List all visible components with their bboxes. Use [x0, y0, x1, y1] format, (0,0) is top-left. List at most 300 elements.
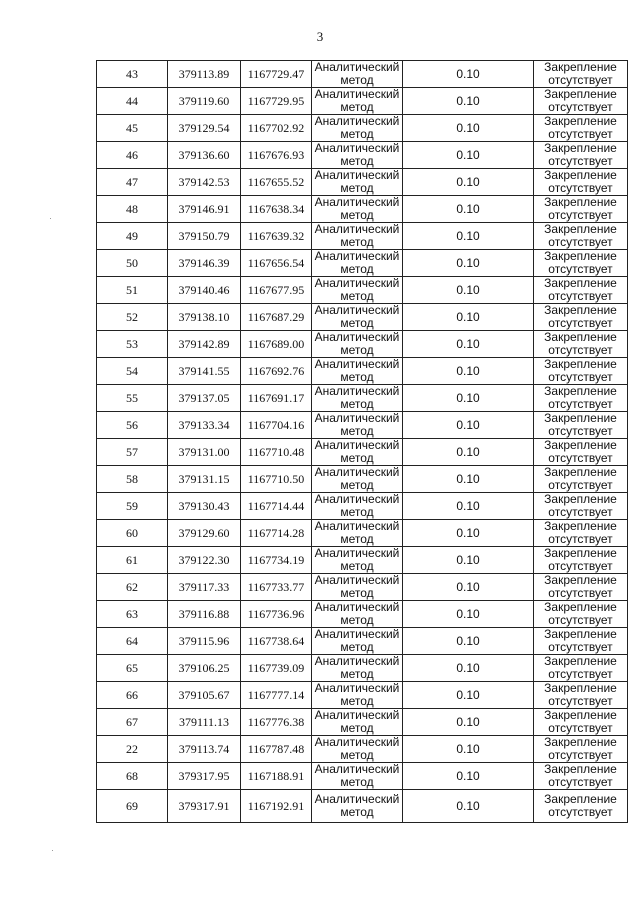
method-line-1: Аналитический [314, 546, 400, 560]
method-line-1: Аналитический [314, 627, 400, 641]
x-coordinate-cell: 379150.79 [168, 223, 241, 250]
x-coordinate-cell: 379136.60 [168, 142, 241, 169]
point-number-cell: 60 [97, 520, 168, 547]
method-line-1: Аналитический [314, 222, 400, 236]
table-row [97, 277, 628, 304]
fixation-line-2: отсутствует [548, 694, 613, 708]
method-line-1: Аналитический [314, 519, 400, 533]
fixation-line-2: отсутствует [548, 451, 613, 465]
x-coordinate-cell: 379138.10 [168, 304, 241, 331]
fixation-line-2: отсутствует [548, 748, 613, 762]
fixation-line-1: Закрепление [544, 492, 617, 506]
fixation-line-2: отсутствует [548, 127, 613, 141]
method-cell [312, 439, 403, 466]
accuracy-cell: 0.10 [403, 655, 534, 682]
y-coordinate-cell: 1167710.48 [241, 439, 312, 466]
accuracy-cell: 0.10 [403, 709, 534, 736]
method-line-1: Аналитический [314, 249, 400, 263]
x-coordinate-cell: 379129.54 [168, 115, 241, 142]
method-line-2: метод [340, 343, 374, 357]
fixation-cell [534, 574, 628, 601]
table-row [97, 61, 628, 88]
table-row [97, 169, 628, 196]
fixation-cell [534, 142, 628, 169]
x-coordinate-cell: 379141.55 [168, 358, 241, 385]
accuracy-cell: 0.10 [403, 736, 534, 763]
x-coordinate-cell: 379111.13 [168, 709, 241, 736]
point-number-cell: 52 [97, 304, 168, 331]
fixation-line-1: Закрепление [544, 735, 617, 749]
method-cell [312, 520, 403, 547]
y-coordinate-cell: 1167738.64 [241, 628, 312, 655]
point-number-cell: 50 [97, 250, 168, 277]
y-coordinate-cell: 1167656.54 [241, 250, 312, 277]
accuracy-cell: 0.10 [403, 628, 534, 655]
method-line-2: метод [340, 775, 374, 789]
table-row [97, 115, 628, 142]
fixation-line-2: отсутствует [548, 505, 613, 519]
y-coordinate-cell: 1167691.17 [241, 385, 312, 412]
method-line-2: метод [340, 73, 374, 87]
fixation-line-1: Закрепление [544, 546, 617, 560]
x-coordinate-cell: 379117.33 [168, 574, 241, 601]
method-cell [312, 493, 403, 520]
method-line-2: метод [340, 805, 374, 819]
method-cell [312, 196, 403, 223]
fixation-line-2: отсутствует [548, 235, 613, 249]
page-number: 3 [316, 29, 324, 44]
method-cell [312, 412, 403, 439]
accuracy-cell: 0.10 [403, 88, 534, 115]
method-line-2: метод [340, 613, 374, 627]
method-line-1: Аналитический [314, 762, 400, 776]
table-row [97, 439, 628, 466]
method-line-1: Аналитический [314, 411, 400, 425]
fixation-line-1: Закрепление [544, 438, 617, 452]
point-number-cell: 65 [97, 655, 168, 682]
method-line-1: Аналитический [314, 303, 400, 317]
accuracy-cell: 0.10 [403, 682, 534, 709]
method-cell [312, 331, 403, 358]
point-number-cell: 48 [97, 196, 168, 223]
point-number-cell: 51 [97, 277, 168, 304]
y-coordinate-cell: 1167655.52 [241, 169, 312, 196]
method-line-2: метод [340, 721, 374, 735]
accuracy-cell: 0.10 [403, 169, 534, 196]
method-line-2: метод [340, 532, 374, 546]
fixation-cell [534, 439, 628, 466]
fixation-line-1: Закрепление [544, 222, 617, 236]
fixation-cell [534, 736, 628, 763]
fixation-line-2: отсутствует [548, 73, 613, 87]
fixation-line-1: Закрепление [544, 141, 617, 155]
method-cell [312, 277, 403, 304]
fixation-line-1: Закрепление [544, 411, 617, 425]
x-coordinate-cell: 379133.34 [168, 412, 241, 439]
y-coordinate-cell: 1167702.92 [241, 115, 312, 142]
x-coordinate-cell: 379129.60 [168, 520, 241, 547]
fixation-line-1: Закрепление [544, 330, 617, 344]
fixation-line-1: Закрепление [544, 600, 617, 614]
method-line-1: Аналитический [314, 276, 400, 290]
x-coordinate-cell: 379113.89 [168, 61, 241, 88]
point-number-cell: 64 [97, 628, 168, 655]
method-line-1: Аналитический [314, 654, 400, 668]
fixation-line-1: Закрепление [544, 357, 617, 371]
fixation-cell [534, 412, 628, 439]
fixation-line-2: отсутствует [548, 559, 613, 573]
point-number-cell: 68 [97, 763, 168, 790]
fixation-cell [534, 682, 628, 709]
fixation-line-1: Закрепление [544, 792, 617, 806]
x-coordinate-cell: 379131.15 [168, 466, 241, 493]
table-row [97, 385, 628, 412]
method-line-2: метод [340, 316, 374, 330]
accuracy-cell: 0.10 [403, 520, 534, 547]
point-number-cell: 53 [97, 331, 168, 358]
fixation-line-1: Закрепление [544, 114, 617, 128]
method-cell [312, 628, 403, 655]
fixation-cell [534, 331, 628, 358]
x-coordinate-cell: 379317.95 [168, 763, 241, 790]
method-cell [312, 682, 403, 709]
fixation-line-2: отсутствует [548, 262, 613, 276]
fixation-cell [534, 385, 628, 412]
fixation-line-2: отсутствует [548, 775, 613, 789]
accuracy-cell: 0.10 [403, 223, 534, 250]
method-line-2: метод [340, 370, 374, 384]
y-coordinate-cell: 1167687.29 [241, 304, 312, 331]
fixation-line-1: Закрепление [544, 384, 617, 398]
method-cell [312, 466, 403, 493]
fixation-line-2: отсутствует [548, 805, 613, 819]
point-number-cell: 54 [97, 358, 168, 385]
fixation-line-2: отсутствует [548, 370, 613, 384]
x-coordinate-cell: 379119.60 [168, 88, 241, 115]
y-coordinate-cell: 1167714.44 [241, 493, 312, 520]
x-coordinate-cell: 379105.67 [168, 682, 241, 709]
fixation-line-2: отсутствует [548, 478, 613, 492]
y-coordinate-cell: 1167729.95 [241, 88, 312, 115]
method-cell [312, 61, 403, 88]
table-row [97, 736, 628, 763]
table-row [97, 520, 628, 547]
table-row [97, 142, 628, 169]
fixation-line-1: Закрепление [544, 465, 617, 479]
table-row [97, 466, 628, 493]
fixation-line-2: отсутствует [548, 424, 613, 438]
point-number-cell: 67 [97, 709, 168, 736]
x-coordinate-cell: 379130.43 [168, 493, 241, 520]
point-number-cell: 45 [97, 115, 168, 142]
table-row [97, 304, 628, 331]
y-coordinate-cell: 1167704.16 [241, 412, 312, 439]
accuracy-cell: 0.10 [403, 250, 534, 277]
method-cell [312, 574, 403, 601]
x-coordinate-cell: 379131.00 [168, 439, 241, 466]
method-cell [312, 142, 403, 169]
accuracy-cell: 0.10 [403, 547, 534, 574]
accuracy-cell: 0.10 [403, 358, 534, 385]
point-number-cell: 61 [97, 547, 168, 574]
table-row [97, 709, 628, 736]
method-line-2: метод [340, 235, 374, 249]
fixation-line-1: Закрепление [544, 168, 617, 182]
method-cell [312, 790, 403, 823]
fixation-cell [534, 790, 628, 823]
accuracy-cell: 0.10 [403, 790, 534, 823]
method-line-2: метод [340, 424, 374, 438]
method-line-2: метод [340, 289, 374, 303]
fixation-line-2: отсутствует [548, 316, 613, 330]
fixation-line-2: отсутствует [548, 586, 613, 600]
table-row [97, 790, 628, 823]
y-coordinate-cell: 1167714.28 [241, 520, 312, 547]
method-line-2: метод [340, 127, 374, 141]
y-coordinate-cell: 1167787.48 [241, 736, 312, 763]
point-number-cell: 59 [97, 493, 168, 520]
point-number-cell: 66 [97, 682, 168, 709]
fixation-cell [534, 601, 628, 628]
fixation-line-2: отсутствует [548, 343, 613, 357]
fixation-line-2: отсутствует [548, 613, 613, 627]
method-line-2: метод [340, 100, 374, 114]
fixation-line-2: отсутствует [548, 397, 613, 411]
x-coordinate-cell: 379317.91 [168, 790, 241, 823]
fixation-cell [534, 115, 628, 142]
method-line-1: Аналитический [314, 492, 400, 506]
fixation-line-2: отсутствует [548, 181, 613, 195]
table-row [97, 601, 628, 628]
method-line-1: Аналитический [314, 465, 400, 479]
method-cell [312, 655, 403, 682]
method-line-2: метод [340, 154, 374, 168]
y-coordinate-cell: 1167710.50 [241, 466, 312, 493]
point-number-cell: 43 [97, 61, 168, 88]
method-cell [312, 385, 403, 412]
x-coordinate-cell: 379142.89 [168, 331, 241, 358]
y-coordinate-cell: 1167689.00 [241, 331, 312, 358]
method-cell [312, 223, 403, 250]
fixation-line-2: отсутствует [548, 640, 613, 654]
accuracy-cell: 0.10 [403, 115, 534, 142]
table-row [97, 574, 628, 601]
x-coordinate-cell: 379113.74 [168, 736, 241, 763]
accuracy-cell: 0.10 [403, 439, 534, 466]
y-coordinate-cell: 1167734.19 [241, 547, 312, 574]
method-cell [312, 601, 403, 628]
fixation-cell [534, 304, 628, 331]
point-number-cell: 44 [97, 88, 168, 115]
method-cell [312, 304, 403, 331]
method-cell [312, 169, 403, 196]
accuracy-cell: 0.10 [403, 574, 534, 601]
point-number-cell: 57 [97, 439, 168, 466]
y-coordinate-cell: 1167677.95 [241, 277, 312, 304]
point-number-cell: 49 [97, 223, 168, 250]
method-line-1: Аналитический [314, 792, 400, 806]
method-line-1: Аналитический [314, 735, 400, 749]
y-coordinate-cell: 1167729.47 [241, 61, 312, 88]
point-number-cell: 62 [97, 574, 168, 601]
method-line-2: метод [340, 748, 374, 762]
method-line-2: метод [340, 181, 374, 195]
method-line-1: Аналитический [314, 195, 400, 209]
fixation-cell [534, 493, 628, 520]
x-coordinate-cell: 379137.05 [168, 385, 241, 412]
fixation-line-1: Закрепление [544, 762, 617, 776]
fixation-line-1: Закрепление [544, 249, 617, 263]
fixation-cell [534, 520, 628, 547]
fixation-line-1: Закрепление [544, 87, 617, 101]
fixation-line-1: Закрепление [544, 681, 617, 695]
method-line-2: метод [340, 451, 374, 465]
table-row [97, 250, 628, 277]
method-line-1: Аналитический [314, 681, 400, 695]
method-line-2: метод [340, 397, 374, 411]
point-number-cell: 63 [97, 601, 168, 628]
table-row [97, 88, 628, 115]
method-line-2: метод [340, 478, 374, 492]
table-row [97, 763, 628, 790]
method-line-1: Аналитический [314, 357, 400, 371]
fixation-line-1: Закрепление [544, 519, 617, 533]
method-line-2: метод [340, 559, 374, 573]
fixation-line-2: отсутствует [548, 532, 613, 546]
method-line-1: Аналитический [314, 87, 400, 101]
method-cell [312, 115, 403, 142]
table-row [97, 196, 628, 223]
accuracy-cell: 0.10 [403, 196, 534, 223]
x-coordinate-cell: 379146.39 [168, 250, 241, 277]
scan-speck [52, 850, 53, 851]
fixation-cell [534, 61, 628, 88]
fixation-line-2: отсутствует [548, 667, 613, 681]
accuracy-cell: 0.10 [403, 142, 534, 169]
accuracy-cell: 0.10 [403, 412, 534, 439]
method-cell [312, 250, 403, 277]
method-line-2: метод [340, 640, 374, 654]
fixation-cell [534, 466, 628, 493]
fixation-line-1: Закрепление [544, 195, 617, 209]
fixation-cell [534, 277, 628, 304]
fixation-line-2: отсутствует [548, 100, 613, 114]
y-coordinate-cell: 1167692.76 [241, 358, 312, 385]
point-number-cell: 55 [97, 385, 168, 412]
y-coordinate-cell: 1167733.77 [241, 574, 312, 601]
accuracy-cell: 0.10 [403, 385, 534, 412]
y-coordinate-cell: 1167638.34 [241, 196, 312, 223]
y-coordinate-cell: 1167776.38 [241, 709, 312, 736]
y-coordinate-cell: 1167736.96 [241, 601, 312, 628]
method-cell [312, 547, 403, 574]
table-row [97, 547, 628, 574]
accuracy-cell: 0.10 [403, 304, 534, 331]
method-line-1: Аналитический [314, 384, 400, 398]
fixation-cell [534, 196, 628, 223]
accuracy-cell: 0.10 [403, 61, 534, 88]
fixation-cell [534, 223, 628, 250]
fixation-cell [534, 169, 628, 196]
table-row [97, 358, 628, 385]
accuracy-cell: 0.10 [403, 601, 534, 628]
method-line-1: Аналитический [314, 60, 400, 74]
fixation-cell [534, 709, 628, 736]
method-line-1: Аналитический [314, 141, 400, 155]
table-row [97, 628, 628, 655]
method-line-1: Аналитический [314, 114, 400, 128]
method-line-2: метод [340, 586, 374, 600]
table-row [97, 493, 628, 520]
method-line-2: метод [340, 667, 374, 681]
accuracy-cell: 0.10 [403, 331, 534, 358]
accuracy-cell: 0.10 [403, 493, 534, 520]
fixation-cell [534, 358, 628, 385]
fixation-line-1: Закрепление [544, 276, 617, 290]
method-line-1: Аналитический [314, 168, 400, 182]
method-line-2: метод [340, 262, 374, 276]
fixation-cell [534, 763, 628, 790]
fixation-line-2: отсутствует [548, 289, 613, 303]
scan-speck [50, 218, 51, 219]
fixation-line-1: Закрепление [544, 60, 617, 74]
method-line-1: Аналитический [314, 573, 400, 587]
fixation-cell [534, 655, 628, 682]
method-line-2: метод [340, 208, 374, 222]
method-cell [312, 709, 403, 736]
fixation-line-2: отсутствует [548, 154, 613, 168]
point-number-cell: 69 [97, 790, 168, 823]
fixation-cell [534, 250, 628, 277]
x-coordinate-cell: 379122.30 [168, 547, 241, 574]
x-coordinate-cell: 379142.53 [168, 169, 241, 196]
table-row [97, 412, 628, 439]
fixation-line-1: Закрепление [544, 573, 617, 587]
y-coordinate-cell: 1167777.14 [241, 682, 312, 709]
fixation-line-1: Закрепление [544, 708, 617, 722]
method-cell [312, 736, 403, 763]
fixation-line-1: Закрепление [544, 627, 617, 641]
coordinates-table-body [97, 61, 628, 823]
table-row [97, 655, 628, 682]
method-line-1: Аналитический [314, 438, 400, 452]
fixation-cell [534, 628, 628, 655]
point-number-cell: 46 [97, 142, 168, 169]
x-coordinate-cell: 379106.25 [168, 655, 241, 682]
accuracy-cell: 0.10 [403, 763, 534, 790]
method-line-2: метод [340, 505, 374, 519]
method-line-1: Аналитический [314, 708, 400, 722]
point-number-cell: 58 [97, 466, 168, 493]
accuracy-cell: 0.10 [403, 466, 534, 493]
method-cell [312, 88, 403, 115]
point-number-cell: 47 [97, 169, 168, 196]
point-number-cell: 56 [97, 412, 168, 439]
accuracy-cell: 0.10 [403, 277, 534, 304]
y-coordinate-cell: 1167188.91 [241, 763, 312, 790]
x-coordinate-cell: 379115.96 [168, 628, 241, 655]
coordinates-table [96, 60, 628, 823]
fixation-cell [534, 547, 628, 574]
y-coordinate-cell: 1167676.93 [241, 142, 312, 169]
y-coordinate-cell: 1167192.91 [241, 790, 312, 823]
table-row [97, 682, 628, 709]
x-coordinate-cell: 379146.91 [168, 196, 241, 223]
table-row [97, 331, 628, 358]
y-coordinate-cell: 1167739.09 [241, 655, 312, 682]
fixation-line-2: отсутствует [548, 721, 613, 735]
x-coordinate-cell: 379140.46 [168, 277, 241, 304]
